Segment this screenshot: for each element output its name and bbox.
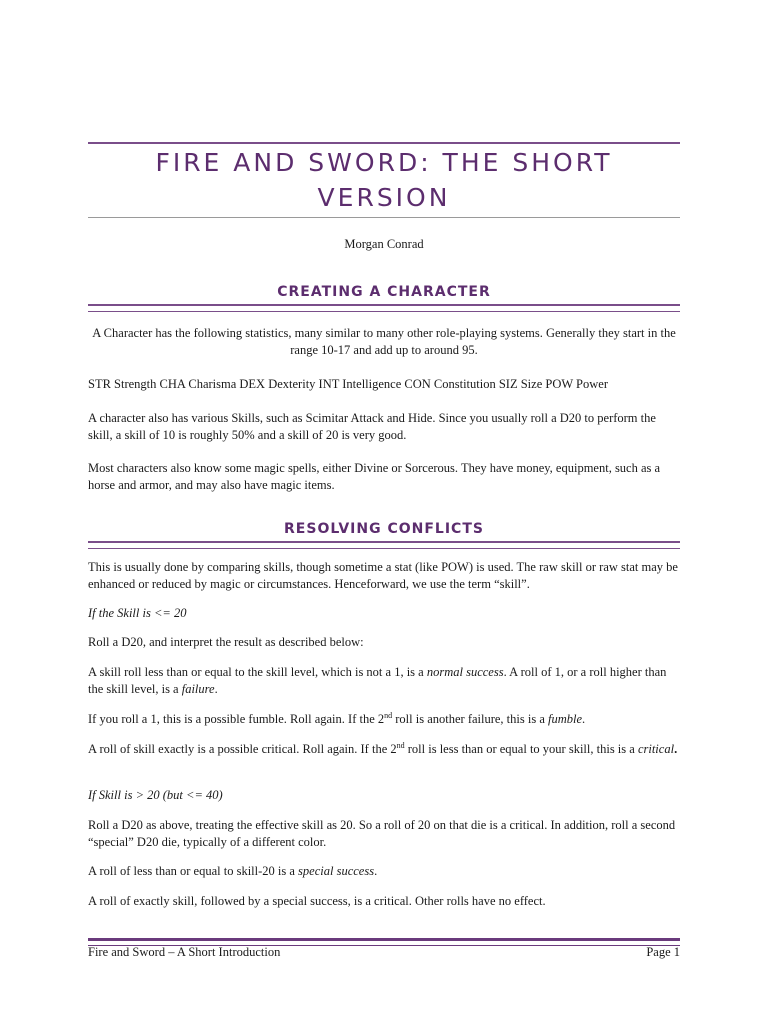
term-failure: failure bbox=[181, 682, 215, 696]
paragraph-skills: A character also has various Skills, such as Scimitar Attack and Hide. Since you usually roll a D20 to perform the skill, a skill of 10 is roughly 50% and a skill of 20 is very good. bbox=[88, 411, 656, 442]
paragraph-critical: A roll of skill exactly is a possible critical. Roll again. If the 2nd roll is less than or equal to your skill, this is a critical. bbox=[88, 740, 678, 756]
heading-creating-a-character: CREATING A CHARACTER bbox=[277, 284, 491, 300]
paragraph-fumble: If you roll a 1, this is a possible fumble. Roll again. If the 2nd roll is another failure, this is a fumble. bbox=[88, 710, 586, 726]
author-name: Morgan Conrad bbox=[344, 237, 424, 251]
term-critical: critical bbox=[637, 742, 675, 756]
term-normal-success: normal success bbox=[426, 665, 504, 679]
paragraph-comparing-skills: This is usually done by comparing skills, though sometime a stat (like POW) is used. The raw skill or raw stat may be enhanced or reduced by magic or circumstances. Henceforward, we use the term “skill”. bbox=[88, 560, 678, 591]
paragraph-magic-equipment: Most characters also know some magic spells, either Divine or Sorcerous. They have money, equipment, such as a horse and armor, and may also have magic items. bbox=[88, 461, 661, 492]
heading-resolving-conflicts: RESOLVING CONFLICTS bbox=[284, 521, 484, 537]
paragraph-exact-critical: A roll of exactly skill, followed by a special success, is a critical. Other rolls have no effect. bbox=[88, 894, 546, 908]
title-rule-top bbox=[88, 142, 680, 144]
paragraph-special-die: Roll a D20 as above, treating the effective skill as 20. So a roll of 20 on that die is a critical. In addition, roll a second “special” D20 die, typically of a different color. bbox=[88, 818, 676, 849]
footer-page-number: Page 1 bbox=[646, 945, 680, 959]
term-special-success: special success bbox=[298, 864, 375, 878]
paragraph-statistics: A Character has the following statistics, many similar to many other role-playing systems. Generally they start in the range 10-17 and add up to around 95. bbox=[92, 326, 676, 357]
title-rule-bottom bbox=[88, 217, 680, 218]
subheading-skill-le-20: If the Skill is <= 20 bbox=[88, 606, 187, 620]
document-title: FIRE AND SWORD: THE SHORT VERSION bbox=[155, 148, 613, 212]
subheading-skill-gt-20: If Skill is > 20 (but <= 40) bbox=[88, 788, 223, 802]
paragraph-normal-success: A skill roll less than or equal to the skill level, which is not a 1, is a normal success. A roll of 1, or a roll higher than the skill level, is a failure. bbox=[88, 665, 667, 696]
term-fumble: fumble bbox=[548, 712, 583, 726]
footer-document-title: Fire and Sword – A Short Introduction bbox=[88, 945, 281, 959]
heading-rule bbox=[88, 541, 680, 549]
paragraph-roll-d20: Roll a D20, and interpret the result as described below: bbox=[88, 635, 364, 649]
paragraph-special-success: A roll of less than or equal to skill-20 is a special success. bbox=[88, 864, 378, 878]
heading-rule bbox=[88, 304, 680, 312]
paragraph-stat-list: STR Strength CHA Charisma DEX Dexterity INT Intelligence CON Constitution SIZ Size POW Power bbox=[88, 377, 608, 391]
